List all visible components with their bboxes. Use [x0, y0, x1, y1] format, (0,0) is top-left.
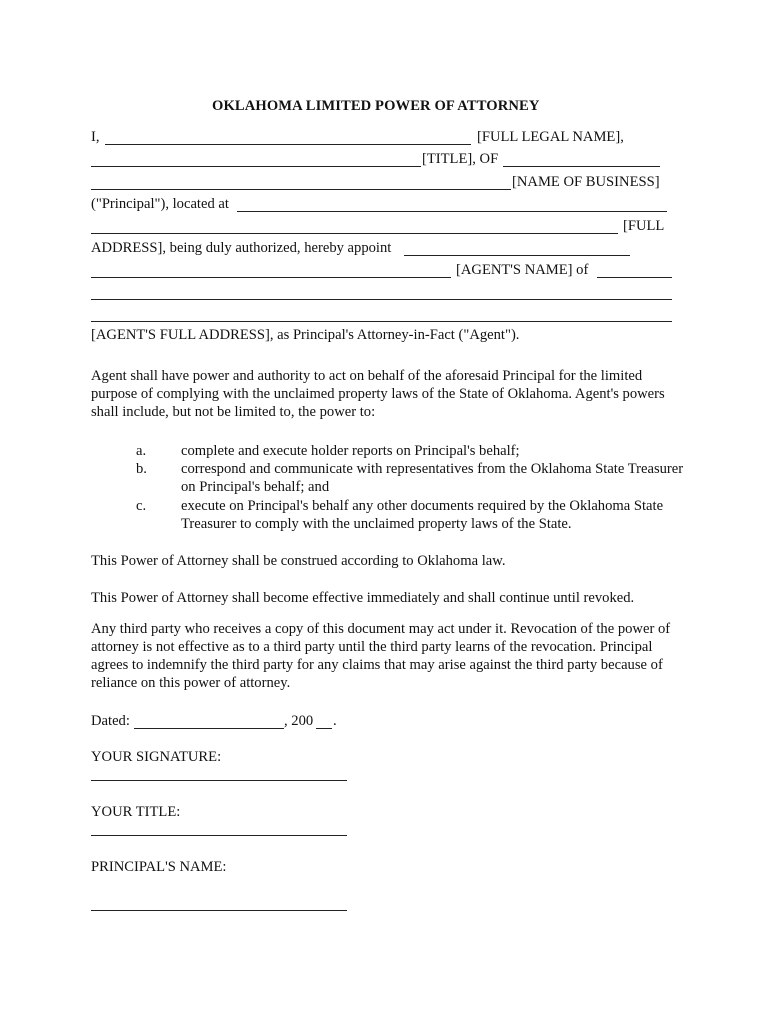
- agent-full-address-label: [AGENT'S FULL ADDRESS], as Principal's Attorney-in-Fact ("Agent").: [91, 327, 520, 343]
- your-signature-blank[interactable]: [91, 767, 347, 781]
- power-b-text: correspond and communicate with representatives from the Oklahoma State Treasurer on Principal's behalf; and: [181, 461, 684, 495]
- agent-address-line2-blank[interactable]: [91, 308, 672, 322]
- principals-name-blank[interactable]: [91, 897, 347, 911]
- business-name-blank[interactable]: [91, 176, 511, 190]
- power-a-letter: a.: [136, 443, 147, 459]
- agents-name-of-label: [AGENT'S NAME] of: [456, 262, 589, 278]
- third-party-paragraph: Any third party who receives a copy of this document may act under it. Revocation of the power of attorney is not effective as to a third party until the third party learns of the revocation. Principal agrees to indemnify the third party for any claims that may arise against the third party because of reliance on this power of attorney.: [91, 621, 671, 691]
- dated-label: Dated:: [91, 713, 130, 729]
- address-appoint-label: ADDRESS], being duly authorized, hereby appoint: [91, 240, 392, 256]
- title-of-label: [TITLE], OF: [422, 151, 499, 167]
- agent-address-line1-blank[interactable]: [91, 286, 672, 300]
- agent-appoint-blank[interactable]: [404, 242, 630, 256]
- full-legal-name-blank[interactable]: [105, 131, 471, 145]
- your-signature-label: YOUR SIGNATURE:: [91, 749, 222, 765]
- agent-name-blank[interactable]: [91, 264, 451, 278]
- power-b-letter: b.: [136, 461, 147, 477]
- title-blank[interactable]: [91, 153, 421, 167]
- power-c-text: execute on Principal's behalf any other documents required by the Oklahoma State Treasurer to comply with the unclaimed property laws of the State.: [181, 498, 664, 532]
- dated-period: .: [333, 713, 337, 729]
- date-blank[interactable]: [134, 715, 284, 729]
- powers-intro-paragraph: Agent shall have power and authority to act on behalf of the aforesaid Principal for the limited purpose of complying with the unclaimed property laws of the State of Oklahoma. Agent's powers shall include, but not be limited to, the power to:: [91, 368, 665, 420]
- year-blank[interactable]: [316, 715, 332, 729]
- document-title: OKLAHOMA LIMITED POWER OF ATTORNEY: [212, 98, 540, 114]
- principal-located-label: ("Principal"), located at: [91, 196, 229, 212]
- principal-address-blank[interactable]: [237, 198, 667, 212]
- dated-year-prefix: , 200: [284, 713, 314, 729]
- principal-address-line2-blank[interactable]: [91, 220, 618, 234]
- effective-statement: This Power of Attorney shall become effective immediately and shall continue until revoked.: [91, 590, 635, 606]
- full-label: [FULL: [623, 218, 665, 234]
- power-c-letter: c.: [136, 498, 147, 514]
- principals-name-label: PRINCIPAL'S NAME:: [91, 859, 227, 875]
- your-title-blank[interactable]: [91, 822, 347, 836]
- business-of-blank[interactable]: [503, 153, 660, 167]
- name-of-business-label: [NAME OF BUSINESS]: [512, 174, 660, 190]
- full-legal-name-label: [FULL LEGAL NAME],: [477, 129, 624, 145]
- construed-statement: This Power of Attorney shall be construed according to Oklahoma law.: [91, 553, 506, 569]
- power-a-text: complete and execute holder reports on Principal's behalf;: [181, 443, 520, 459]
- agent-of-blank[interactable]: [597, 264, 672, 278]
- your-title-label: YOUR TITLE:: [91, 804, 181, 820]
- i-prefix: I,: [91, 129, 100, 145]
